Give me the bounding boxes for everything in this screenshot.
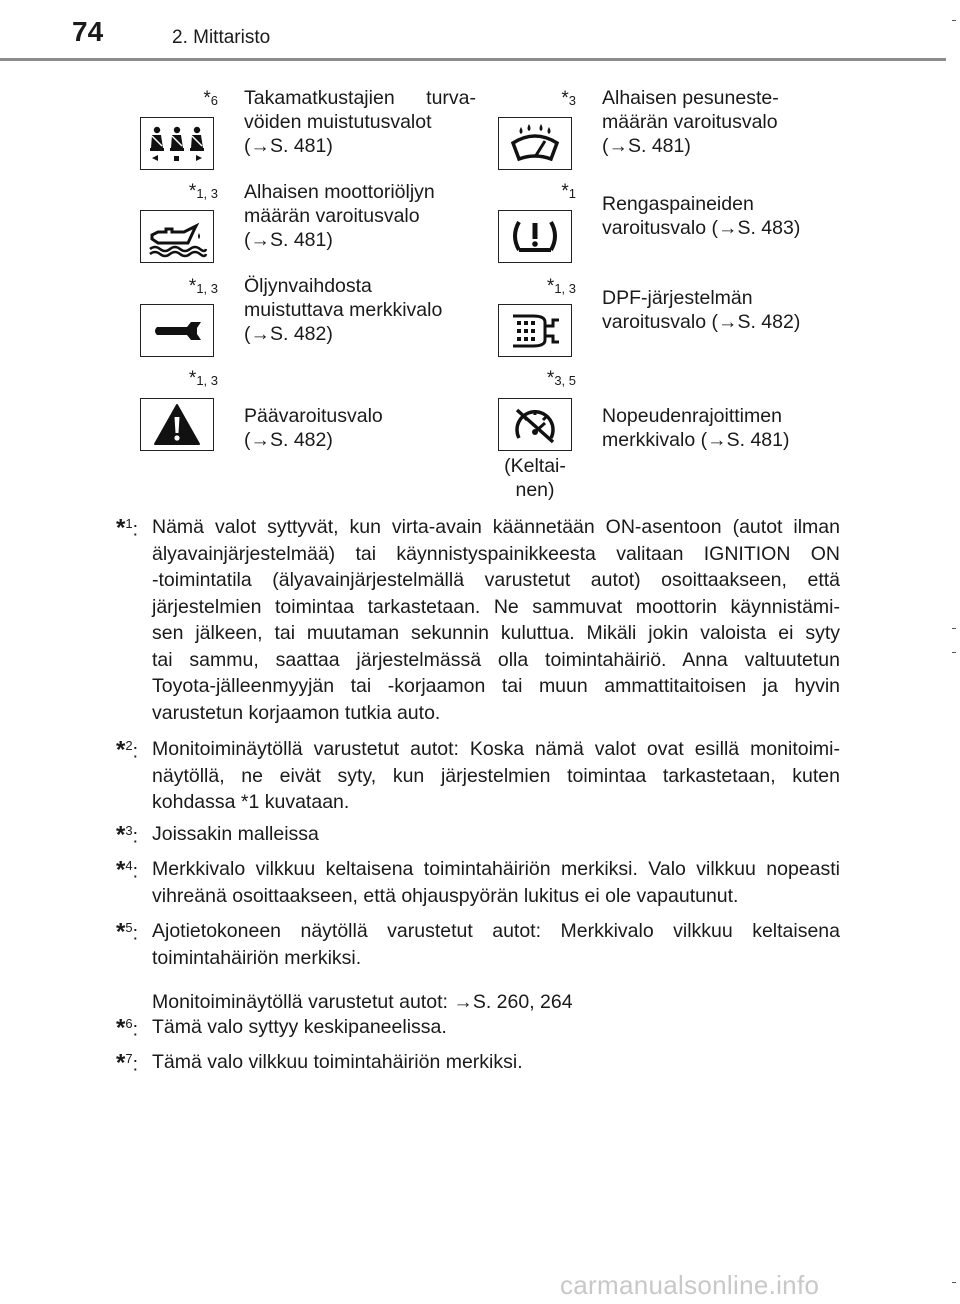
page-header [0,0,960,64]
washer-fluid-icon [498,117,572,170]
light-description: Päävaroitusvalo (→S. 482) [244,405,383,451]
note-marker: *$^4$: [116,856,138,884]
light-description: DPF-järjestelmän varoitusvalo (→S. 482) [602,287,801,333]
light-description: Alhaisen moottoriöljyn määrän varoitusvalo (→S. 481) [244,181,435,251]
page-number: 74 [72,16,104,47]
note-2: Monitoiminäytöllä varustetut autot: Koska nämä valot ovat esillä monitoimi- näytöllä, ne eivät syty, kun järjestelmien toimintaa tarkastetaan, kuten kohdassa *1 kuvataan. [152,738,840,813]
note-1: Nämä valot syttyvät, kun virta-avain käännetään ON-asentoon (autot ilman älyavainjärjestelmää) tai käynnistyspainikkeesta valitaan IGNITION ON -toimintatila (älyavainjärjestelmällä varustetut autot) osoittaakseen, että järjestelmien toimintaa tarkastetaan. Ne sammuvat moottorin käynnistämi- sen jälkeen, tai muutaman sekunnin kuluttua. Mikäli jokin valoista ei syty tai sammu, saattaa järjestelmässä olla toimintahäiriö. Anna valtuutetun Toyota-jälleenmyyjän tai -korjaamon tai muun ammattitaitoisen ja hyvin varustetun korjaamon tutkia auto. [152,516,840,724]
note-5: Ajotietokoneen näytöllä varustetut autot: Merkkivalo vilkkuu keltaisena toimintahäiriön merkiksi. Monitoiminäytöllä varustetut autot: →S. 260, 264 [152,920,840,1013]
note-marker: *$^1$: [116,514,138,542]
light-description: Takamatkustajien turva- vöiden muistutusvalot (→S. 481) [244,87,476,157]
oil-level-icon [140,210,214,263]
crop-mark [952,652,956,653]
crop-mark [952,1282,956,1283]
light-description: Nopeudenrajoittimen merkkivalo (→S. 481) [602,405,790,451]
chapter-title: 2. Mittaristo [172,27,271,48]
footnote-mark: $*_6$ [203,88,218,109]
note-marker: *$^7$: [116,1049,138,1077]
note-marker: *$^6$: [116,1014,138,1042]
crop-mark [952,628,956,629]
light-description: Alhaisen pesuneste- määrän varoitusvalo (→S. 481) [602,87,779,157]
footnote-mark: $*_{3, 5}$ [546,368,576,389]
note-7: Tämä valo vilkkuu toimintahäiriön merkiksi. [152,1051,523,1073]
crop-mark [952,20,956,21]
note-marker: *$^2$: [116,736,138,764]
footnote-mark: $*_{1, 3}$ [546,276,576,297]
note-3: Joissakin malleissa [152,823,319,845]
dpf-icon [498,304,572,357]
footnote-mark: $*_1$ [561,181,576,202]
footnote-mark: $*_3$ [561,88,576,109]
tire-pressure-icon [498,210,572,263]
master-warning-icon [140,398,214,451]
footnote-mark: $*_{1, 3}$ [188,368,218,389]
note-marker: *$^5$: [116,918,138,946]
footnote-mark: $*_{1, 3}$ [188,276,218,297]
light-description: Rengaspaineiden varoitusvalo (→S. 483) [602,193,801,239]
rear-seatbelt-reminder-icon [140,117,214,170]
wrench-icon [140,304,214,357]
note-marker: *$^3$: [116,821,138,849]
speed-limiter-icon [498,398,572,451]
note-4: Merkkivalo vilkkuu keltaisena toimintahäiriön merkiksi. Valo vilkkuu nopeasti vihreänä osoittaakseen, että ohjauspyörän lukitus ei ole vapautunut. [152,858,840,907]
color-note: (Keltai- nen) [504,455,566,501]
light-description: Öljynvaihdosta muistuttava merkkivalo (→S. 482) [244,275,443,345]
footnote-mark: $*_{1, 3}$ [188,181,218,202]
note-6: Tämä valo syttyy keskipaneelissa. [152,1016,447,1038]
watermark: carmanualsonline.info [560,1270,820,1300]
header-divider [0,58,946,61]
